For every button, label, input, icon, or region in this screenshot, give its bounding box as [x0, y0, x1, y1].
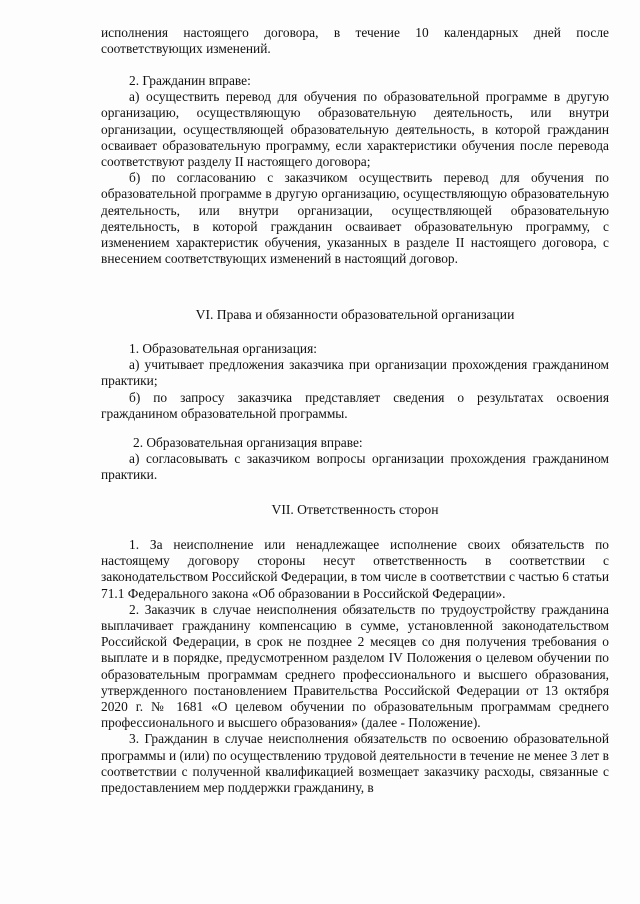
paragraph: 2. Заказчик в случае неисполнения обязательств по трудоустройству гражданина выплачивает гражданину компенсацию в сумме, установленной законодательством Российской Федерации, в срок не позднее 2 месяцев со дня получения требования о выплате и в порядке, предусмотренном разделом IV Положения о целевом обучении по образовательным программам среднего профессионального и высшего образования, утвержденного постановлением Правительства Российской Федерации от 13 октября 2020 г. № 1681 «О целевом обучении по образовательным программам среднего профессионального и высшего образования» (далее - Положение). — [101, 601, 609, 731]
paragraph: б) по запросу заказчика представляет сведения о результатах освоения гражданином образовательной программы. — [101, 389, 609, 421]
paragraph-heading: 2. Гражданин вправе: — [129, 73, 251, 88]
org-obligations-section — [101, 341, 609, 422]
paragraph-heading: 1. Образовательная организация: — [129, 341, 317, 356]
paragraph: б) по согласованию с заказчиком осуществить перевод для обучения по образовательной программе в другую организацию, осуществляющую образовательную деятельность, или внутри организации, осуществляющей образовательную деятельность, в которой гражданин осваивает образовательную программу, с изменением характеристик обучения, указанных в разделе II настоящего договора, с внесением соответствующих изменений в настоящий договор. — [101, 170, 609, 267]
paragraph: а) осуществить перевод для обучения по образовательной программе в другую организацию, осуществляющую образовательную деятельность, или внутри организации, осуществляющей образовательную деятельность, в которой гражданин осваивает образовательную программу, если характеристики обучения после перевода соответствуют разделу II настоящего договора; — [101, 89, 609, 170]
citizen-rights-section — [101, 73, 609, 267]
paragraph: а) согласовывать с заказчиком вопросы организации прохождения гражданином практики. — [101, 451, 609, 483]
text-line: исполнения настоящего договора, в течение 10 календарных дней после — [101, 25, 609, 40]
paragraph: а) учитывает предложения заказчика при организации прохождения гражданином практики; — [101, 357, 609, 389]
paragraph: 3. Гражданин в случае неисполнения обязательств по освоению образовательной программы и (или) по осуществлению трудовой деятельности в течение не менее 3 лет в соответствии с полученной квалификацией возмещает заказчику расходы, связанные с предоставлением мер поддержки гражданину, в — [101, 731, 609, 796]
text-line: соответствующих изменений. — [101, 41, 271, 57]
section-heading-vi: VI. Права и обязанности образовательной организации — [195, 307, 515, 322]
paragraph-heading: 2. Образовательная организация вправе: — [133, 435, 363, 450]
continuation-text — [101, 25, 609, 57]
responsibility-section — [101, 537, 609, 796]
org-rights-section — [101, 435, 609, 484]
paragraph: 1. За неисполнение или ненадлежащее исполнение своих обязательств по настоящему договору стороны несут ответственность в соответствии с законодательством Российской Федерации, в том числе в соответствии с частью 6 статьи 71.1 Федерального закона «Об образовании в Российской Федерации». — [101, 537, 609, 601]
section-heading-vii: VII. Ответственность сторон — [271, 502, 439, 517]
